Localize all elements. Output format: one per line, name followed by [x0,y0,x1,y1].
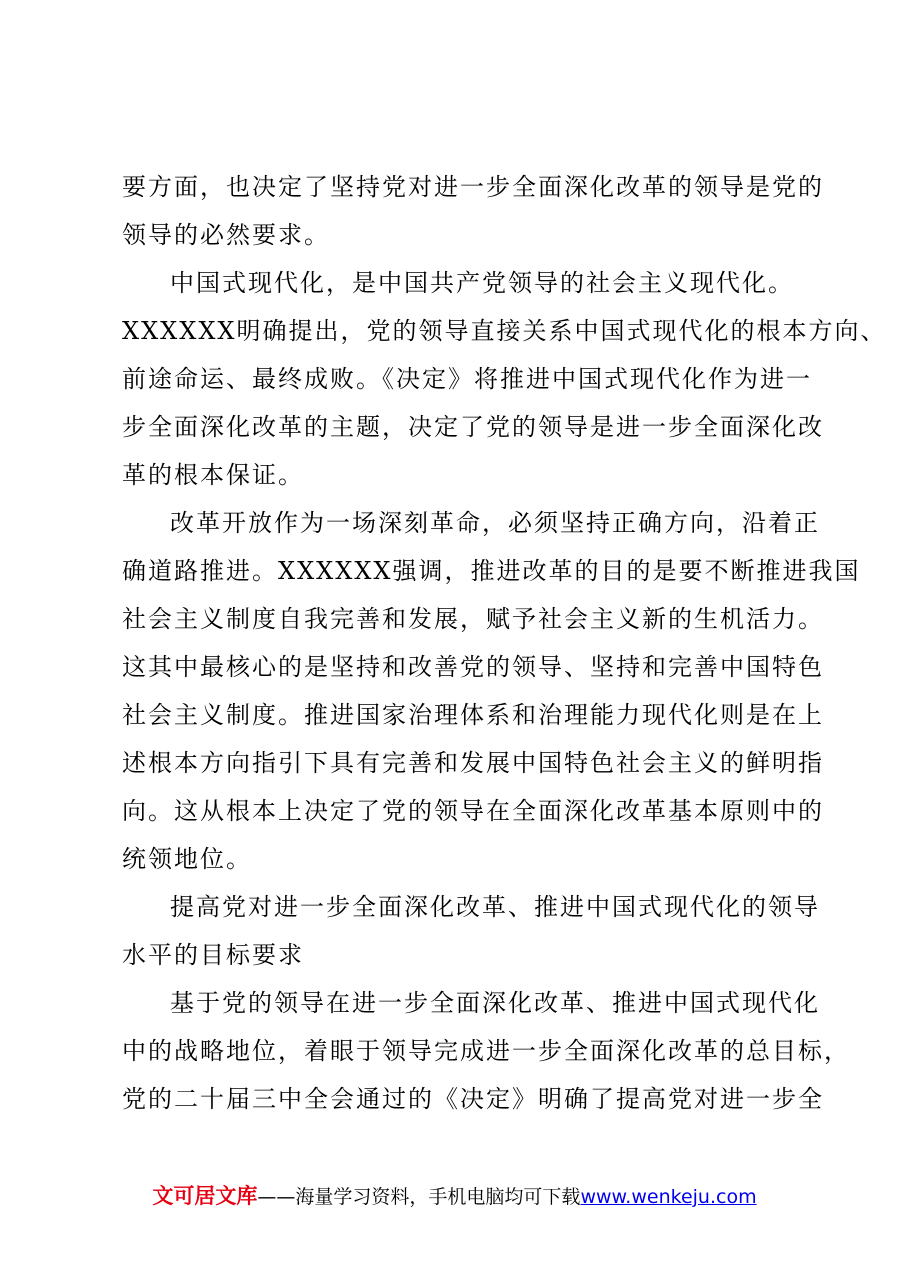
section-heading-line: 提高党对进一步全面深化改革、推进中国式现代化的领导 [170,893,820,921]
text-line: 党的二十届三中全会通过的《决定》明确了提高党对进一步全 [122,1085,824,1113]
text-line: 统领地位。 [122,845,252,873]
paragraph-start-line: 中国式现代化，是中国共产党领导的社会主义现代化。 [170,269,794,297]
document-body [122,163,887,1123]
text-line: 确道路推进。XXXXXX强调，推进改革的目的是要不断推进我国 [122,557,861,585]
text-line: 这其中最核心的是坚持和改善党的领导、坚持和完善中国特色 [122,653,824,681]
text-line: 要方面，也决定了坚持党对进一步全面深化改革的领导是党的 [122,173,824,201]
text-line: XXXXXX明确提出，党的领导直接关系中国式现代化的根本方向、 [122,317,887,345]
text-line: 步全面深化改革的主题，决定了党的领导是进一步全面深化改 [122,413,824,441]
text-line: 前途命运、最终成败。《决定》将推进中国式现代化作为进一 [122,365,812,393]
text-line: 社会主义制度自我完善和发展，赋予社会主义新的生机活力。 [122,605,824,633]
text-line: 述根本方向指引下具有完善和发展中国特色社会主义的鲜明指 [122,749,824,777]
paragraph-start-line: 改革开放作为一场深刻革命，必须坚持正确方向，沿着正 [170,509,820,537]
text-line: 中的战略地位，着眼于领导完成进一步全面深化改革的总目标， [122,1037,850,1065]
text-line: 领导的必然要求。 [122,221,330,249]
paragraph-start-line: 基于党的领导在进一步全面深化改革、推进中国式现代化 [170,989,820,1017]
footer-url-link[interactable]: www.wenkeju.com [580,1186,757,1208]
text-line: 社会主义制度。推进国家治理体系和治理能力现代化则是在上 [122,701,824,729]
text-line: 向。这从根本上决定了党的领导在全面深化改革基本原则中的 [122,797,824,825]
text-line: 革的根本保证。 [122,461,304,489]
section-heading-line: 水平的目标要求 [122,941,304,969]
footer-tagline: ——海量学习资料，手机电脑均可下载 [257,1186,581,1208]
footer-brand: 文可居文库 [152,1184,258,1208]
page-footer [0,1180,909,1210]
